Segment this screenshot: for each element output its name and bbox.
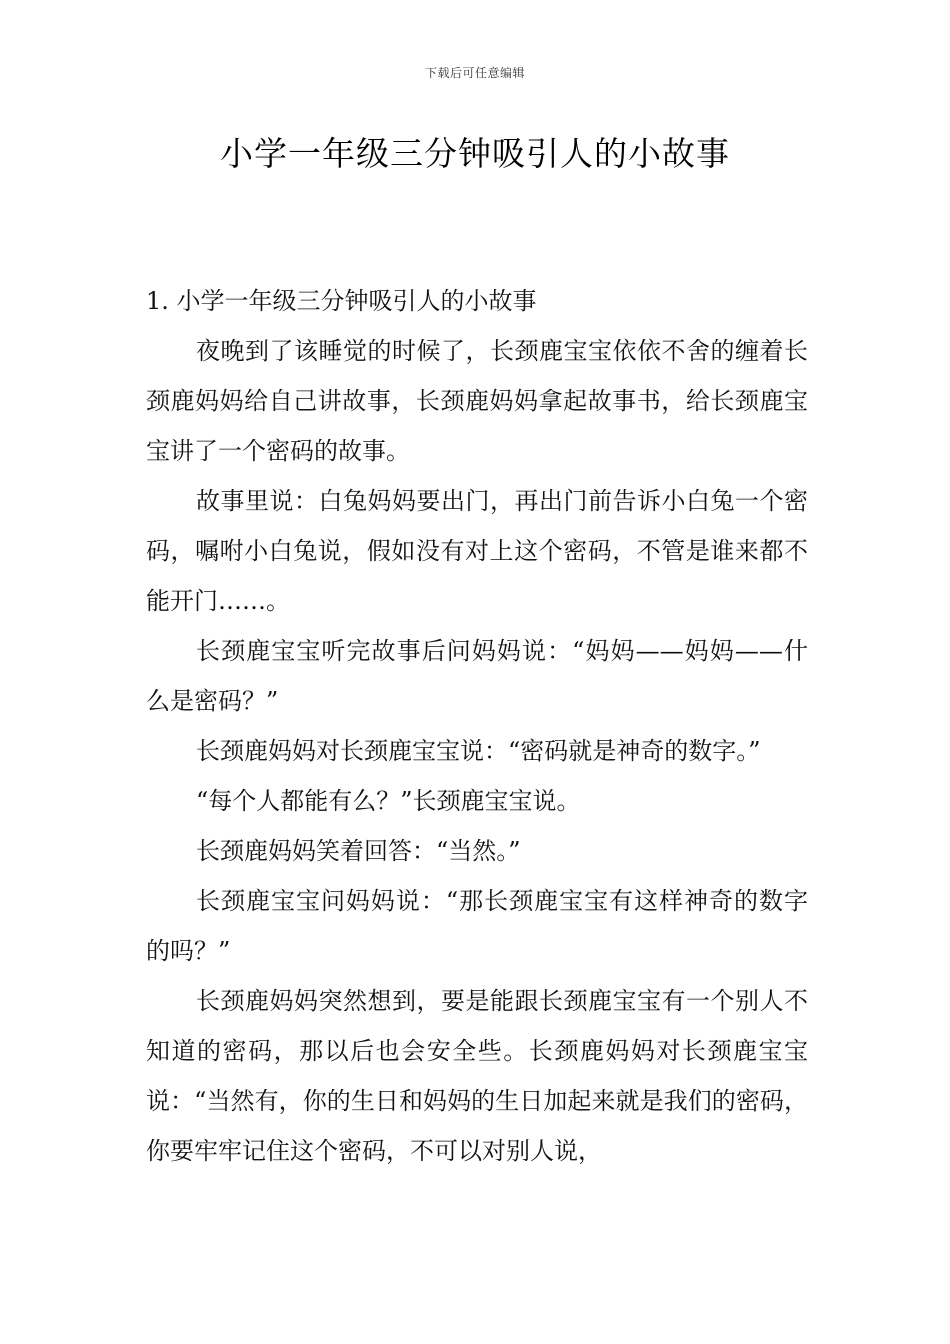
paragraph: 夜晚到了该睡觉的时候了，长颈鹿宝宝依依不舍的缠着长颈鹿妈妈给自己讲故事，长颈鹿妈妈拿起故事书，给长颈鹿宝宝讲了一个密码的故事。 — [146, 337, 808, 465]
document-title: 小学一年级三分钟吸引人的小故事 — [220, 134, 730, 173]
header-note: 下载后可任意编辑 — [424, 66, 525, 80]
paragraph: “每个人都能有么？”长颈鹿宝宝说。 — [196, 787, 581, 815]
document-body — [146, 276, 808, 1176]
paragraph: 故事里说：白兔妈妈要出门，再出门前告诉小白兔一个密码，嘱咐小白兔说，假如没有对上这个密码，不管是谁来都不能开门……。 — [146, 487, 808, 615]
paragraph: 长颈鹿宝宝问妈妈说：“那长颈鹿宝宝有这样神奇的数字的吗？” — [146, 887, 808, 965]
paragraph: 长颈鹿妈妈突然想到，要是能跟长颈鹿宝宝有一个别人不知道的密码，那以后也会安全些。长颈鹿妈妈对长颈鹿宝宝说：“当然有，你的生日和妈妈的生日加起来就是我们的密码，你要牢牢记住这个密码，不可以对别人说， — [146, 987, 808, 1165]
paragraph: 长颈鹿宝宝听完故事后问妈妈说：“妈妈——妈妈——什么是密码？” — [146, 637, 808, 715]
section-heading: 1. 小学一年级三分钟吸引人的小故事 — [146, 287, 537, 315]
paragraph: 长颈鹿妈妈对长颈鹿宝宝说：“密码就是神奇的数字。” — [196, 737, 761, 765]
paragraph: 长颈鹿妈妈笑着回答：“当然。” — [196, 837, 521, 865]
